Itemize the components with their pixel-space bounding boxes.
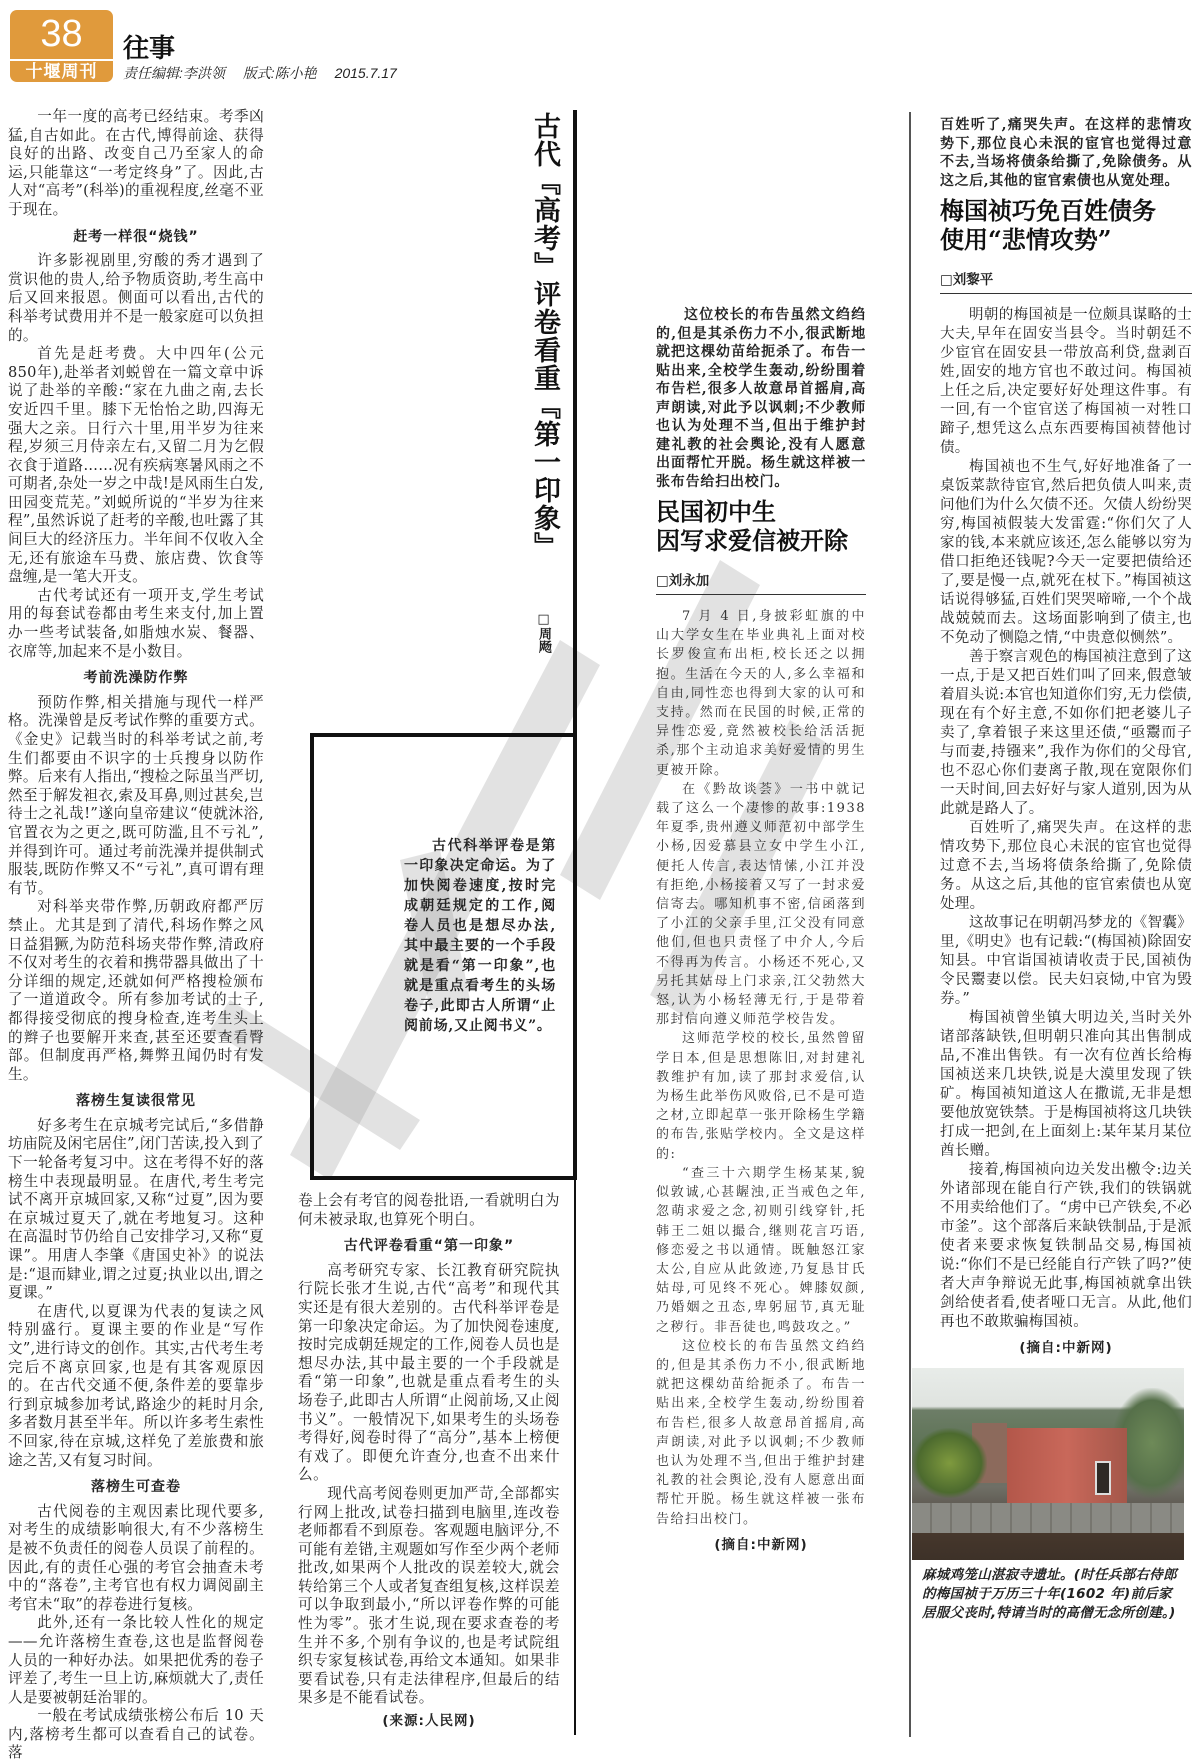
paragraph: 明朝的梅国祯是一位颇具谋略的士大夫,早年在固安当县令。当时朝廷不少宦官在固安县一带放高利贷,盘剥百姓,固安的地方官也不敢过问。梅国祯上任之后,决定要好好处理这件事。有一回,有一个宦官送了梅国祯一对牲口蹄子,想凭这么点东西要梅国祯替他讨债。 (940, 307, 1192, 456)
article2-title-line-2: 因写求爱信被开除 (656, 526, 848, 555)
paragraph: 在唐代,以夏课为代表的复读之风特别盛行。夏课主要的作业是“写作文”,进行诗文的创作。其实,古代考生考完后不离京回家,也是有其客观原因的。在古代交通不便,条件差的要靠步行到京城参加考试,路途少的耗时月余,多者数月甚至半年。所以许多考生索性不回家,待在京城,这样免了差旅费和旅途之苦,又有复习时间。 (8, 1302, 264, 1469)
article1-column-2 (298, 1192, 560, 1731)
paragraph: 预防作弊,相关措施与现代一样严格。洗澡曾是反考试作弊的重要方式。《金史》记载当时的科举考试之前,考生们都要由不识字的士兵搜身以防作弊。后来有人指出,“搜检之际虽当严切,然至于解发袒衣,索及耳鼻,则过甚矣,岂待士之礼哉!”遂向皇帝建议“使就沐浴,官置衣为之更之,既可防滥,且不亏礼”,并得到许可。通过考前洗澡并提供制式服装,既防作弊又不“亏礼”,真可谓有理有节。 (8, 693, 264, 897)
article2 (656, 306, 866, 1553)
brand-name: 十堰周刊 (25, 62, 98, 82)
subheading: 赶考一样很“烧钱” (73, 228, 199, 245)
paragraph: 此外,还有一条比较人性化的规定——允许落榜生查卷,这也是监督阅卷人员的一种好办法。如果把优秀的卷子评差了,考生一旦上访,麻烦就大了,责任人是要被朝廷治罪的。 (8, 1614, 264, 1706)
column-divider (909, 112, 911, 1737)
article2-body (656, 607, 866, 1529)
paragraph: 高考研究专家、长江教育研究院执行院长张才生说,古代“高考”和现代其实还是有很大差别的。古代科举评卷是第一印象决定命运。为了加快阅卷速度,按时完成朝廷规定的工作,阅卷人员也是想尽办法,其中最主要的一个手段就是看“第一印象”,也就是重点看考生的头场卷子,此即古人所谓“止阅前场,又止阅书义”。一般情况下,如果考生的头场卷考得好,阅卷时得了“高分”,基本上榜便有戏了。即便允许查分,也查不出来什么。 (298, 1261, 560, 1484)
section-title: 往事 (123, 34, 176, 64)
paragraph: 善于察言观色的梅国祯注意到了这一点,于是又把百姓们叫了回来,假意皱着眉头说:本官也知道你们穷,无力偿债,现在有个好主意,不如你们把老婆儿子卖了,拿着银子来这里还债,“亟鬻而子与而妻,持镪来”,我作为你们的父母官,也不忍心你们妻离子散,现在宽限你们一天时间,回去好好与家人道别,因为从此就是路人了。 (940, 649, 1192, 817)
photo-stone-terrace (912, 1503, 1184, 1533)
paragraph: 现代高考阅卷则更加严苛,全部都实行网上批改,试卷扫描到电脑里,连改卷老师都看不到原卷。客观题电脑评分,不可能有差错,主观题如写作至少两个老师批改,如果两个人批改的误差较大,就会转给第三个人或者复查组复核,这样误差可以争取到最小,“所以评卷作弊的可能性为零”。张才生说,现在要求查卷的考生并不多,个别有争议的,也是考试院组织专家复核试卷,再给文本通知。如果非要看试卷,只有走法律程序,但最后的结果多是不能看试卷。 (298, 1484, 560, 1707)
editor: 责任编辑:李洪领 (123, 65, 225, 81)
paragraph: 这位校长的布告虽然文绉绉的,但是其杀伤力不小,很武断地就把这棵幼苗给扼杀了。布告一贴出来,全校学生轰动,纷纷围着布告栏,很多人故意昂首摇肩,高声朗读,对此予以讽刺;不少教师也认为处理不当,但出于维护封建礼教的社会舆论,没有人愿意出面帮忙开脱。杨生就这样被一张布告给扫出校门。 (656, 1338, 866, 1527)
page-number: 38 (40, 13, 83, 55)
photo-bush (912, 1428, 987, 1498)
paragraph: “查三十六期学生杨某某,貌似敦诚,心甚龌浊,正当戒色之年,忽萌求爱之念,初则引线穿针,托韩王二姐以撮合,继则花言巧语,修恋爱之书以通情。既触怒江家太公,自应从此敛迹,乃复恳甘氏姑母,可见终不死心。婢膝奴颜,乃婚姻之丑态,卑躬屈节,真无耻之秽行。非吾徒也,鸣鼓攻之。” (656, 1165, 866, 1335)
paragraph: 接着,梅国祯向边关发出檄令:边关外诸部现在能自行产铁,我们的铁锅就不用卖给他们了。“虏中已产铁矣,不必市釜”。这个部落后来缺铁制品,于是派使者来要求恢复铁制品交易,梅国祯说:“你们不是已经能自行产铁了吗?”使者大声争辩说无此事,梅国祯就拿出铁剑给使者看,使者哑口无言。从此,他们再也不敢欺骗梅国祯。 (940, 1162, 1192, 1330)
subheading: 考前洗澡防作弊 (83, 670, 189, 687)
paragraph: 首先是赶考费。大中四年(公元 850年),赴举者刘蜕曾在一篇文章中诉说了赴举的辛酸:“家在九曲之南,去长安近四千里。膝下无怡怡之助,四海无强大之亲。日行六十里,用半岁为往来程,岁须三月侍亲左右,又留二月为乞假衣食于道路……况有疾病寒暑风雨之不可期者,杂处一岁之中哉!是风雨生白发,田园变荒芜。”刘蜕所说的“半岁为往来程”,虽然诉说了赶考的辛酸,也吐露了其间巨大的经济压力。半年间不仅收入全无,还有旅途车马费、旅店费、饮食等盘缠,是一笔大开支。 (8, 345, 264, 586)
article1-title: 古代『高考』评卷看重『第一印象』 (529, 112, 560, 560)
article3-title-line-2: 使用“悲情攻势” (940, 225, 1112, 254)
paragraph: 这故事记在明朝冯梦龙的《智囊》里,《明史》也有记载:“(梅国祯)除固安知县。中官诣国祯请收责于民,国祯伪令民鬻妻以偿。民夫妇哀恸,中官为毁券。” (940, 915, 1192, 1007)
paragraph: 古代考试还有一项开支,学生考试用的每套试卷都由考生来支付,加上置办一些考试装备,如脂烛水炭、餐器、衣席等,加起来不是小数目。 (8, 586, 264, 660)
paragraph: 在《黔故谈荟》一书中就记载了这么一个凄惨的故事:1938年夏季,贵州遵义师范初中部学生小杨,因爱慕县立女中学生小江,便托人传言,表达情愫,小江并没有拒绝,小杨接着又写了一封求爱信寄去。哪知机事不密,信函落到了小江的父亲手里,江父没有同意他们,但也只责怪了中介人,今后不得再为传言。小杨还不死心,又另托其姑母上门求亲,江父勃然大怒,认为小杨轻薄无行,于是带着那封信向遵义师范学校告发。 (656, 781, 866, 1028)
paragraph: 好多考生在京城考完试后,“多借静坊庙院及闲宅居住”,闭门苦读,投入到了下一轮备考复习中。这在考得不好的落榜生中表现最明显。在唐代,考生考完试不离开京城回家,又称“过夏”,因为要在京城过夏天了,就在考地复习。这种在高温时节仍给自己安排学习,又称“夏课”。用唐人李肇《唐国史补》的说法是:“退而肄业,谓之过夏;执业以出,谓之夏课。” (8, 1116, 264, 1302)
article3-pullquote: 百姓听了,痛哭失声。在这样的悲情攻势下,那位良心未泯的宦官也觉得过意不去,当场将债条给撕了,免除债务。从这之后,其他的宦官索债也从宽处理。 (940, 117, 1192, 189)
subheading: 古代评卷看重“第一印象” (343, 1238, 515, 1255)
paragraph: 一般在考试成绩张榜公布后 10 天内,落榜考生都可以查看自己的试卷。落 (8, 1707, 264, 1762)
temple-ruins-photo (912, 1368, 1184, 1560)
paragraph: 古代阅卷的主观因素比现代要多,对考生的成绩影响很大,有不少落榜生是被不负责任的阅卷人员误了前程的。因此,有的责任心强的考官会抽查未考中的“落卷”,主考官也有权力调阅副主考官未“取”的荐卷进行复核。 (8, 1502, 264, 1613)
paragraph: 梅国祯也不生气,好好地准备了一桌饭菜款待宦官,然后把负债人叫来,责问他们为什么欠债不还。欠债人纷纷哭穷,梅国祯假装大发雷霆:“你们欠了人家的钱,本来就应该还,怎么能够以穷为借口拒绝还钱呢?今天一定要把债给还了,要是慢一点,就死在杖下。”梅国祯这话说得够猛,百姓们哭哭啼啼,一个个战战兢兢而去。这场面影响到了债主,也不免动了恻隐之情,“中贵意似恻然”。 (940, 459, 1192, 646)
paragraph: 梅国祯曾坐镇大明边关,当时关外诸部落缺铁,但明朝只准向其出售制成品,不准出售铁。有一次有位酋长给梅国祯送来几块铁,说是大漠里发现了铁矿。梅国祯知道这人在撒谎,无非是想要他放宽铁禁。于是梅国祯将这几块铁打成一把剑,在上面刻上:某年某月某位酋长赠。 (940, 1010, 1192, 1159)
article3-title-line-1: 梅国祯巧免百姓债务 (940, 196, 1156, 225)
subheading: 落榜生复读很常见 (76, 1093, 196, 1110)
paragraph: 百姓听了,痛哭失声。在这样的悲情攻势下,那位良心未泯的宦官也觉得过意不去,当场将债条给撕了,免除债务。从这之后,其他的宦官索债也从宽处理。 (940, 820, 1192, 912)
paragraph: 7 月 4 日,身披彩虹旗的中山大学女生在毕业典礼上面对校长罗俊宣布出柜,校长还之以拥抱。生活在今天的人,多么幸福和自由,同性恋也得到大家的认可和支持。然而在民国的时候,正常的异性恋爱,竟然被校长给活活扼杀,那个主动追求美好爱情的男生更被开除。 (656, 609, 866, 778)
article3-body (940, 306, 1192, 1332)
article1-source: (来源:人民网) (382, 1713, 476, 1730)
article2-author: □刘永加 (656, 569, 866, 595)
article2-title (656, 497, 866, 555)
article1-author: □周飏 (536, 612, 551, 653)
article3-source: (摘自:中新网) (1019, 1340, 1113, 1356)
paragraph: 卷上会有考官的阅卷批语,一看就明白为何未被录取,也算死个明白。 (298, 1192, 560, 1228)
article1-pullquote: 古代科举评卷是第一印象决定命运。为了加快阅卷速度,按时完成朝廷规定的工作,阅卷人员也是想尽办法,其中最主要的一个手段就是看“第一印象”,也就是重点看考生的头场卷子,此即古人所谓“止阅前场,又止阅书义”。 (404, 838, 556, 1034)
photo-caption: 麻城鸡笼山湛寂寺遗址。(时任兵部右侍郎的梅国祯于万历三十年(1602 年)前后家居服父丧时,特请当时的高僧无念所创建。) (922, 1567, 1177, 1621)
layout-designer: 版式:陈小艳 (242, 65, 317, 81)
subheading: 落榜生可查卷 (91, 1479, 181, 1496)
article3-author: □刘黎平 (940, 268, 1192, 294)
article1-column-1 (8, 108, 264, 1763)
paragraph: 许多影视剧里,穷酸的秀才遇到了赏识他的贵人,给予物质资助,考生高中后又回来报恩。侧面可以看出,古代的科举考试费用并不是一般家庭可以负担的。 (8, 252, 264, 344)
article3 (922, 116, 1192, 1623)
article2-title-line-1: 民国初中生 (656, 497, 776, 526)
article2-pullquote: 这位校长的布告虽然文绉绉的,但是其杀伤力不小,很武断地就把这棵幼苗给扼杀了。布告一贴出来,全校学生轰动,纷纷围着布告栏,很多人故意昂首摇肩,高声朗读,对此予以讽刺;不少教师也认为处理不当,但出于维护封建礼教的社会舆论,没有人愿意出面帮忙开脱。杨生就这样被一张布告给扫出校门。 (656, 307, 866, 490)
paragraph: 一年一度的高考已经结束。考季凶猛,自古如此。在古代,博得前途、获得良好的出路、改变自己乃至家人的命运,只能靠这“一考定终身”了。因此,古人对“高考”(科举)的重视程度,丝毫不亚于现在。 (8, 108, 264, 218)
paragraph: 这师范学校的校长,虽然曾留学日本,但是思想陈旧,对封建礼教维护有加,读了那封求爱信,认为杨生此举伤风败俗,已不是可造之材,立即起草一张开除杨生学籍的布告,张贴学校内。全文是这样的: (656, 1031, 866, 1162)
article2-source: (摘自:中新网) (714, 1536, 808, 1553)
photo-doorway (1095, 1461, 1111, 1495)
issue-date: 2015.7.17 (334, 65, 397, 81)
article3-title (940, 196, 1192, 254)
paragraph: 对科举夹带作弊,历朝政府都严厉禁止。尤其是到了清代,科场作弊之风日益猖獗,为防范科场夹带作弊,清政府不仅对考生的衣着和携带器具做出了十分详细的规定,还就如何严格搜检颁布了一道道政令。所有参加考试的士子,都得接受彻底的搜身检查,连考生头上的辫子也要解开来查,甚至还要查看臀部。但制度再严格,舞弊丑闻仍时有发生。 (8, 898, 264, 1083)
